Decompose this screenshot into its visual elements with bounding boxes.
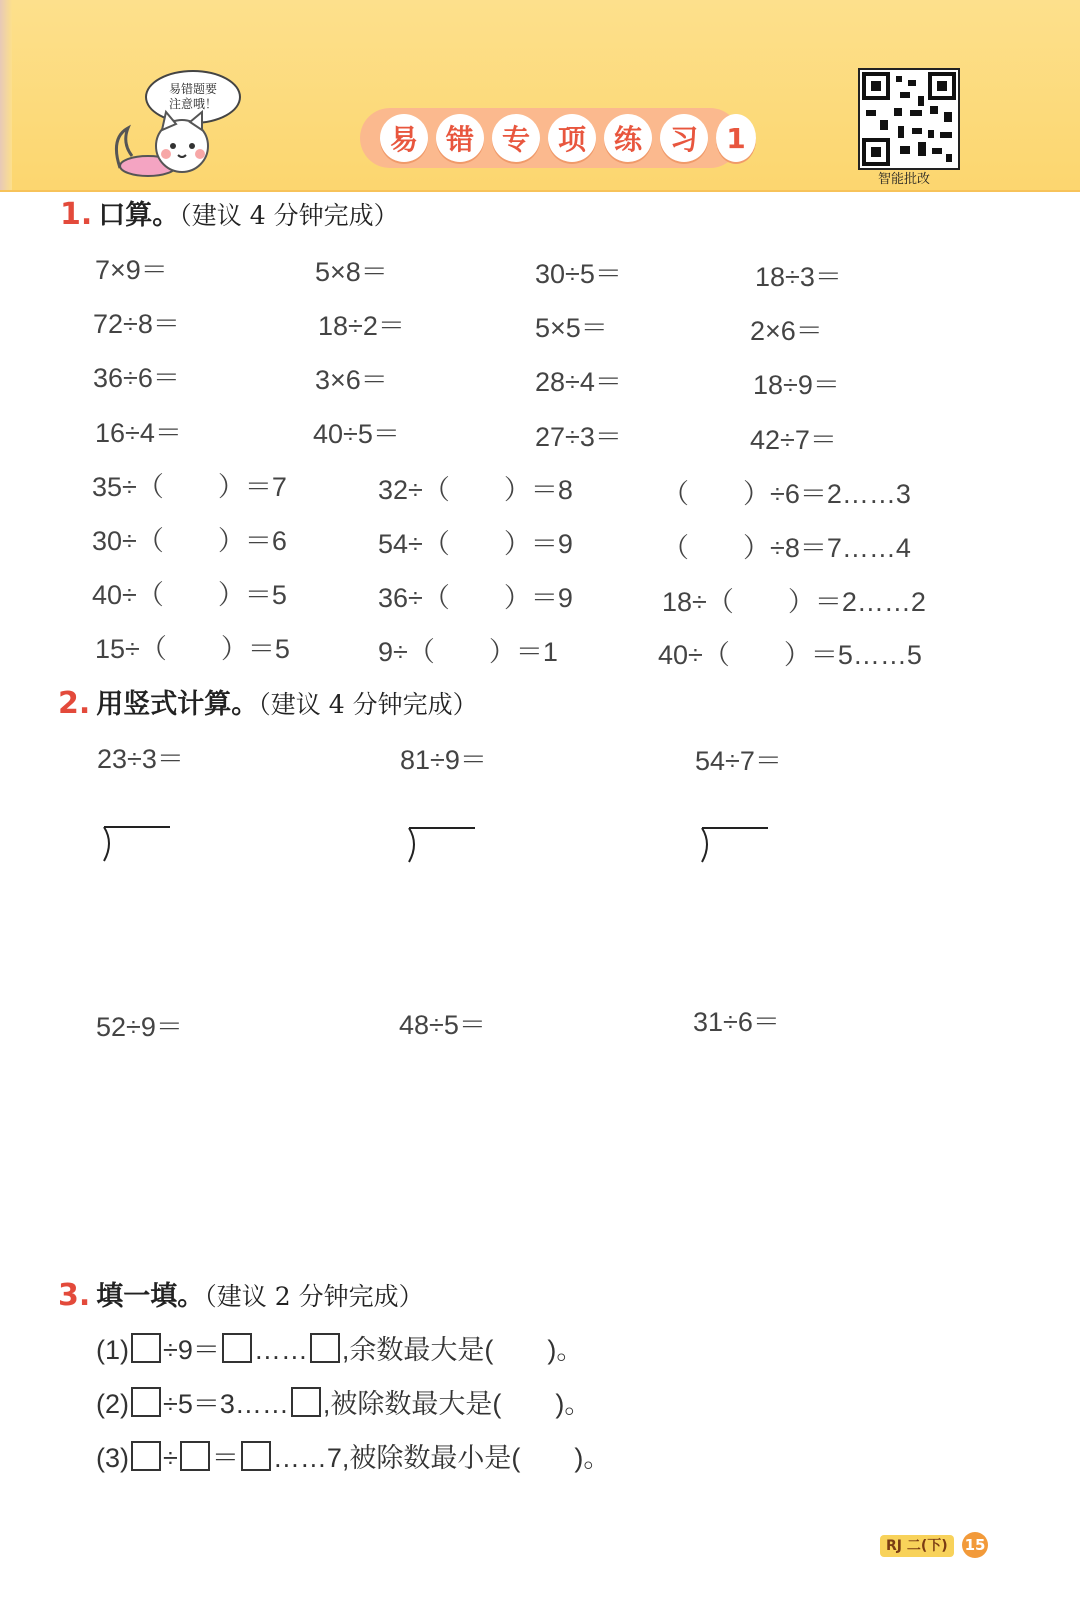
- blank-problem: （ ）÷8＝7……4: [662, 533, 911, 563]
- oral-problem: 42÷7＝: [750, 425, 837, 455]
- answer-box[interactable]: [180, 1441, 210, 1471]
- blank-problem: 15÷（ ）＝5: [95, 634, 290, 664]
- page-edge: [0, 0, 12, 190]
- vertical-division-problem: 54÷7＝: [695, 746, 782, 776]
- answer-box[interactable]: [241, 1441, 271, 1471]
- oral-problem: 28÷4＝: [535, 367, 622, 397]
- division-bracket-icon: [100, 825, 170, 865]
- item-prefix: (2): [96, 1389, 129, 1419]
- title-char: 项: [548, 114, 596, 162]
- blank-problem: 35÷（ ）＝7: [92, 472, 287, 502]
- blank-problem: 30÷（ ）＝6: [92, 526, 287, 556]
- oral-problem: 40÷5＝: [313, 419, 400, 449]
- oral-problem: 3×6＝: [315, 365, 388, 395]
- fill-in-item-3: [96, 1436, 610, 1475]
- answer-box[interactable]: [310, 1333, 340, 1363]
- blank-problem: 40÷（ ）＝5: [92, 580, 287, 610]
- oral-problem: 36÷6＝: [93, 363, 180, 393]
- item-prefix: (3): [96, 1443, 129, 1473]
- answer-box[interactable]: [291, 1387, 321, 1417]
- blank-problem: （ ）÷6＝2……3: [662, 479, 911, 509]
- oral-problem: 5×5＝: [535, 313, 608, 343]
- qr-label: 智能批改: [878, 172, 931, 187]
- oral-problem: 18÷9＝: [753, 370, 840, 400]
- title-number: 1: [716, 114, 756, 162]
- section-heading: 用竖式计算。: [96, 689, 259, 720]
- title-char: 练: [604, 114, 652, 162]
- title-char: 专: [492, 114, 540, 162]
- item-text: ÷9＝: [163, 1335, 220, 1365]
- vertical-division-problem: 48÷5＝: [399, 1010, 486, 1040]
- cat-mascot-icon: [110, 108, 230, 178]
- division-bracket-icon: [698, 826, 768, 866]
- title-char: 错: [436, 114, 484, 162]
- item-text: ÷: [163, 1443, 178, 1473]
- oral-problem: 18÷3＝: [755, 262, 842, 292]
- vertical-division-problem: 23÷3＝: [97, 744, 184, 774]
- oral-problem: 27÷3＝: [535, 422, 622, 452]
- section-heading: 口算。: [98, 200, 180, 231]
- answer-box[interactable]: [222, 1333, 252, 1363]
- vertical-division-problem: 52÷9＝: [96, 1012, 183, 1042]
- section-note: （建议 2 分钟完成）: [204, 1282, 424, 1311]
- vertical-division-problem: 31÷6＝: [693, 1007, 780, 1037]
- page-title: [380, 108, 756, 168]
- title-char: 易: [380, 114, 428, 162]
- section-number: 3.: [58, 1278, 91, 1313]
- section-heading: 填一填。: [96, 1281, 205, 1312]
- section-note: （建议 4 分钟完成）: [179, 201, 399, 230]
- oral-problem: 30÷5＝: [535, 259, 622, 289]
- vertical-division-problem: 81÷9＝: [400, 745, 487, 775]
- fill-in-item-2: [96, 1382, 591, 1421]
- item-text: ＝: [211, 1443, 239, 1473]
- bubble-line-1: 易错题要: [168, 82, 217, 96]
- oral-problem: 2×6＝: [750, 316, 823, 346]
- blank-problem: 32÷（ ）＝8: [378, 475, 573, 505]
- section-1-title: [60, 193, 399, 232]
- item-text: ÷5＝3……: [163, 1389, 289, 1419]
- oral-problem: 18÷2＝: [318, 311, 405, 341]
- section-number: 2.: [58, 686, 91, 721]
- oral-problem: 16÷4＝: [95, 418, 182, 448]
- item-text: ,余数最大是( )。: [341, 1335, 584, 1365]
- qr-code-icon[interactable]: [858, 68, 960, 170]
- bubble-line-2: 注意哦！: [168, 97, 217, 111]
- item-text: ……: [253, 1335, 308, 1365]
- grade-badge: RJ 二(下): [880, 1535, 954, 1557]
- blank-problem: 18÷（ ）＝2……2: [662, 587, 926, 617]
- section-note: （建议 4 分钟完成）: [258, 690, 478, 719]
- fill-in-item-1: [96, 1328, 583, 1367]
- division-bracket-icon: [405, 826, 475, 866]
- answer-box[interactable]: [131, 1333, 161, 1363]
- page-number: 15: [962, 1532, 988, 1558]
- section-2-title: [58, 682, 478, 721]
- section-3-title: [58, 1274, 424, 1313]
- oral-problem: 5×8＝: [315, 257, 388, 287]
- item-text: ……7,被除数最小是( )。: [272, 1443, 611, 1473]
- item-text: ,被除数最大是( )。: [322, 1389, 592, 1419]
- answer-box[interactable]: [131, 1387, 161, 1417]
- blank-problem: 36÷（ ）＝9: [378, 583, 573, 613]
- answer-box[interactable]: [131, 1441, 161, 1471]
- title-char: 习: [660, 114, 708, 162]
- blank-problem: 54÷（ ）＝9: [378, 529, 573, 559]
- oral-problem: 7×9＝: [95, 255, 168, 285]
- oral-problem: 72÷8＝: [93, 309, 180, 339]
- item-prefix: (1): [96, 1335, 129, 1365]
- blank-problem: 40÷（ ）＝5……5: [658, 640, 922, 670]
- blank-problem: 9÷（ ）＝1: [378, 637, 558, 667]
- section-number: 1.: [60, 197, 93, 232]
